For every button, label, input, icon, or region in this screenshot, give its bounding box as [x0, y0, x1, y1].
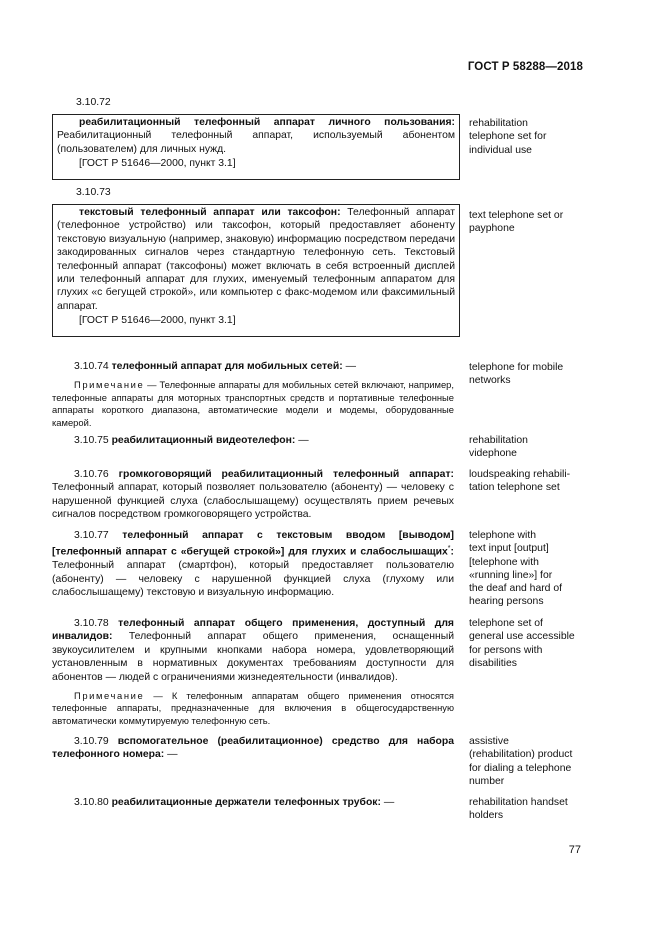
en-line: for dialing a telephone [469, 762, 572, 774]
entry-text [52, 617, 454, 684]
definition: — [342, 361, 356, 372]
english-equivalent [469, 117, 589, 157]
term: реабилитационные держатели телефонных трубок: [111, 797, 381, 808]
definition: — [164, 749, 178, 761]
en-line: payphone [469, 223, 515, 235]
english-equivalent [469, 735, 589, 788]
term: вспомогательное (реабилитационное) средство для набора телефонного номера: [52, 736, 454, 761]
source-reference: [ГОСТ Р 51646—2000, пункт 3.1] [79, 158, 236, 170]
en-line: individual use [469, 144, 532, 156]
en-line: «running line»] for [469, 569, 553, 581]
entry-number: 3.10.77 [74, 530, 109, 541]
en-line: rehabilitation [469, 435, 528, 446]
entry-text [52, 796, 454, 809]
en-line: networks [469, 375, 511, 387]
entry-number: 3.10.79 [74, 736, 109, 747]
term: текстовый телефонный аппарат или таксофон: [79, 207, 341, 218]
definition: — [295, 435, 309, 446]
en-line: general use accessible [469, 631, 575, 643]
definition: Телефонный аппарат, который позволяет пользователю (абоненту) — человеку с нарушенной функцией слуха (слабослышащему) осуществлять прием речевых сигналов посредством громкоговорящего устройства. [52, 482, 454, 521]
term: реабилитационный видеотелефон: [111, 435, 296, 446]
en-line: telephone for mobile [469, 362, 564, 373]
en-line: tation telephone set [469, 482, 560, 494]
entry-3-10-75 [52, 434, 454, 447]
entry-text [52, 468, 454, 522]
note-text: — К телефонным аппаратам общего применения относятся телефонные аппараты, предназначенные для включения в общегосударственную автоматически коммутируемую телефонную сеть. [52, 690, 454, 726]
footnote-mark: * [447, 545, 451, 553]
term: реабилитационный телефонный аппарат личного пользования: [79, 117, 455, 128]
english-equivalent [469, 796, 589, 823]
en-line: for persons with [469, 644, 543, 656]
en-line: telephone with [469, 530, 537, 541]
entry-number: 3.10.72 [76, 97, 111, 108]
standard-header: ГОСТ Р 58288—2018 [467, 61, 583, 73]
note [52, 690, 454, 727]
english-equivalent [469, 361, 589, 388]
entry-text [52, 360, 454, 373]
en-line: text input [output] [469, 543, 549, 555]
term: громкоговорящий реабилитационный телефонный аппарат: [118, 469, 455, 480]
en-line: [telephone with [469, 556, 539, 568]
en-line: hearing persons [469, 596, 544, 608]
entry-3-10-74 [52, 360, 454, 429]
english-equivalent [469, 617, 589, 670]
en-line: the deaf and hard of [469, 583, 563, 595]
entry-number: 3.10.74 [74, 361, 109, 372]
entry-3-10-78 [52, 617, 454, 727]
entry-text [52, 735, 454, 762]
entry-3-10-79 [52, 735, 454, 762]
english-equivalent [469, 209, 589, 236]
definition: — [380, 797, 395, 808]
entry-text [53, 115, 459, 156]
entry-number: 3.10.73 [76, 187, 111, 198]
note-label: Примечание [74, 379, 145, 391]
en-line: disabilities [469, 657, 517, 669]
en-line: (rehabilitation) product [469, 749, 573, 761]
entry-text [53, 205, 459, 313]
en-line: assistive [469, 736, 509, 747]
note-label: Примечание [74, 690, 145, 702]
term: телефонный аппарат для мобильных сетей: [111, 361, 343, 372]
term-colon: : [450, 546, 454, 558]
note [52, 379, 454, 429]
entry-number: 3.10.78 [74, 618, 109, 629]
term: телефонный аппарат с текстовым вводом [выводом] [телефонный аппарат с «бегущей строкой»] для глухих и слабослышащих [52, 530, 454, 558]
definition: Телефонный аппарат общего применения, оснащенный звукоусилителем и крупными кнопками набора номера, удовлетворяющий установленным в нормативных документах требованиям доступности для абонентов — людей с ограничениями жизнедеятельности (инвалидов). [52, 631, 454, 683]
english-equivalent [469, 468, 589, 495]
page-number: 77 [568, 844, 581, 856]
en-line: rehabilitation [469, 118, 528, 129]
en-line: telephone set of [469, 618, 543, 629]
entry-3-10-77 [52, 529, 454, 600]
definition: Телефонный аппарат (смартфон), который предоставляет пользователю (абоненту) — человеку с нарушенной функцией слуха (глухому или слабослышащему) текстовую и визуальную информацию. [52, 560, 454, 599]
en-line: loudspeaking rehabili- [469, 469, 571, 480]
definition-box [52, 204, 460, 337]
en-line: text telephone set or [469, 210, 564, 221]
en-line: number [469, 775, 505, 787]
term: телефонный аппарат общего применения, доступный для инвалидов: [52, 618, 454, 643]
entry-number: 3.10.80 [74, 797, 109, 808]
definition: Реабилитационный телефонный аппарат, используемый абонентом (пользователем) для личных нужд. [57, 130, 455, 155]
entry-3-10-76 [52, 468, 454, 522]
note-text: — Телефонные аппараты для мобильных сетей включают, например, телефонные аппараты для моторных транспортных средств и портативные телефонные аппараты короткого диапазона, автоматические модели и модемы, оборудованные камерой. [52, 379, 454, 428]
definition: Телефонный аппарат (телефонное устройство) или таксофон, который предоставляет абоненту текстовую визуальную (например, знаковую) информацию посредством передачи закодированных сигналов через стандартную телефонную сеть. Текстовый телефонный аппарат (таксофоны) может включать в себя встроенный дисплей или телефонный аппарат для глухих, именуемый телефонным аппаратом для глухих «с бегущей строкой», или компьютер с факс-модемом или факсимильный аппарат. [57, 207, 455, 312]
en-line: holders [469, 810, 504, 822]
entry-3-10-80 [52, 796, 454, 809]
entry-text [52, 434, 454, 447]
entry-number: 3.10.76 [74, 469, 109, 480]
entry-text [52, 529, 454, 600]
en-line: videphone [469, 448, 517, 460]
entry-number: 3.10.75 [74, 435, 109, 446]
english-equivalent [469, 434, 589, 461]
definition-box [52, 114, 460, 180]
en-line: telephone set for [469, 131, 547, 143]
en-line: rehabilitation handset [469, 797, 568, 808]
english-equivalent [469, 529, 589, 609]
source-reference: [ГОСТ Р 51646—2000, пункт 3.1] [79, 315, 236, 327]
